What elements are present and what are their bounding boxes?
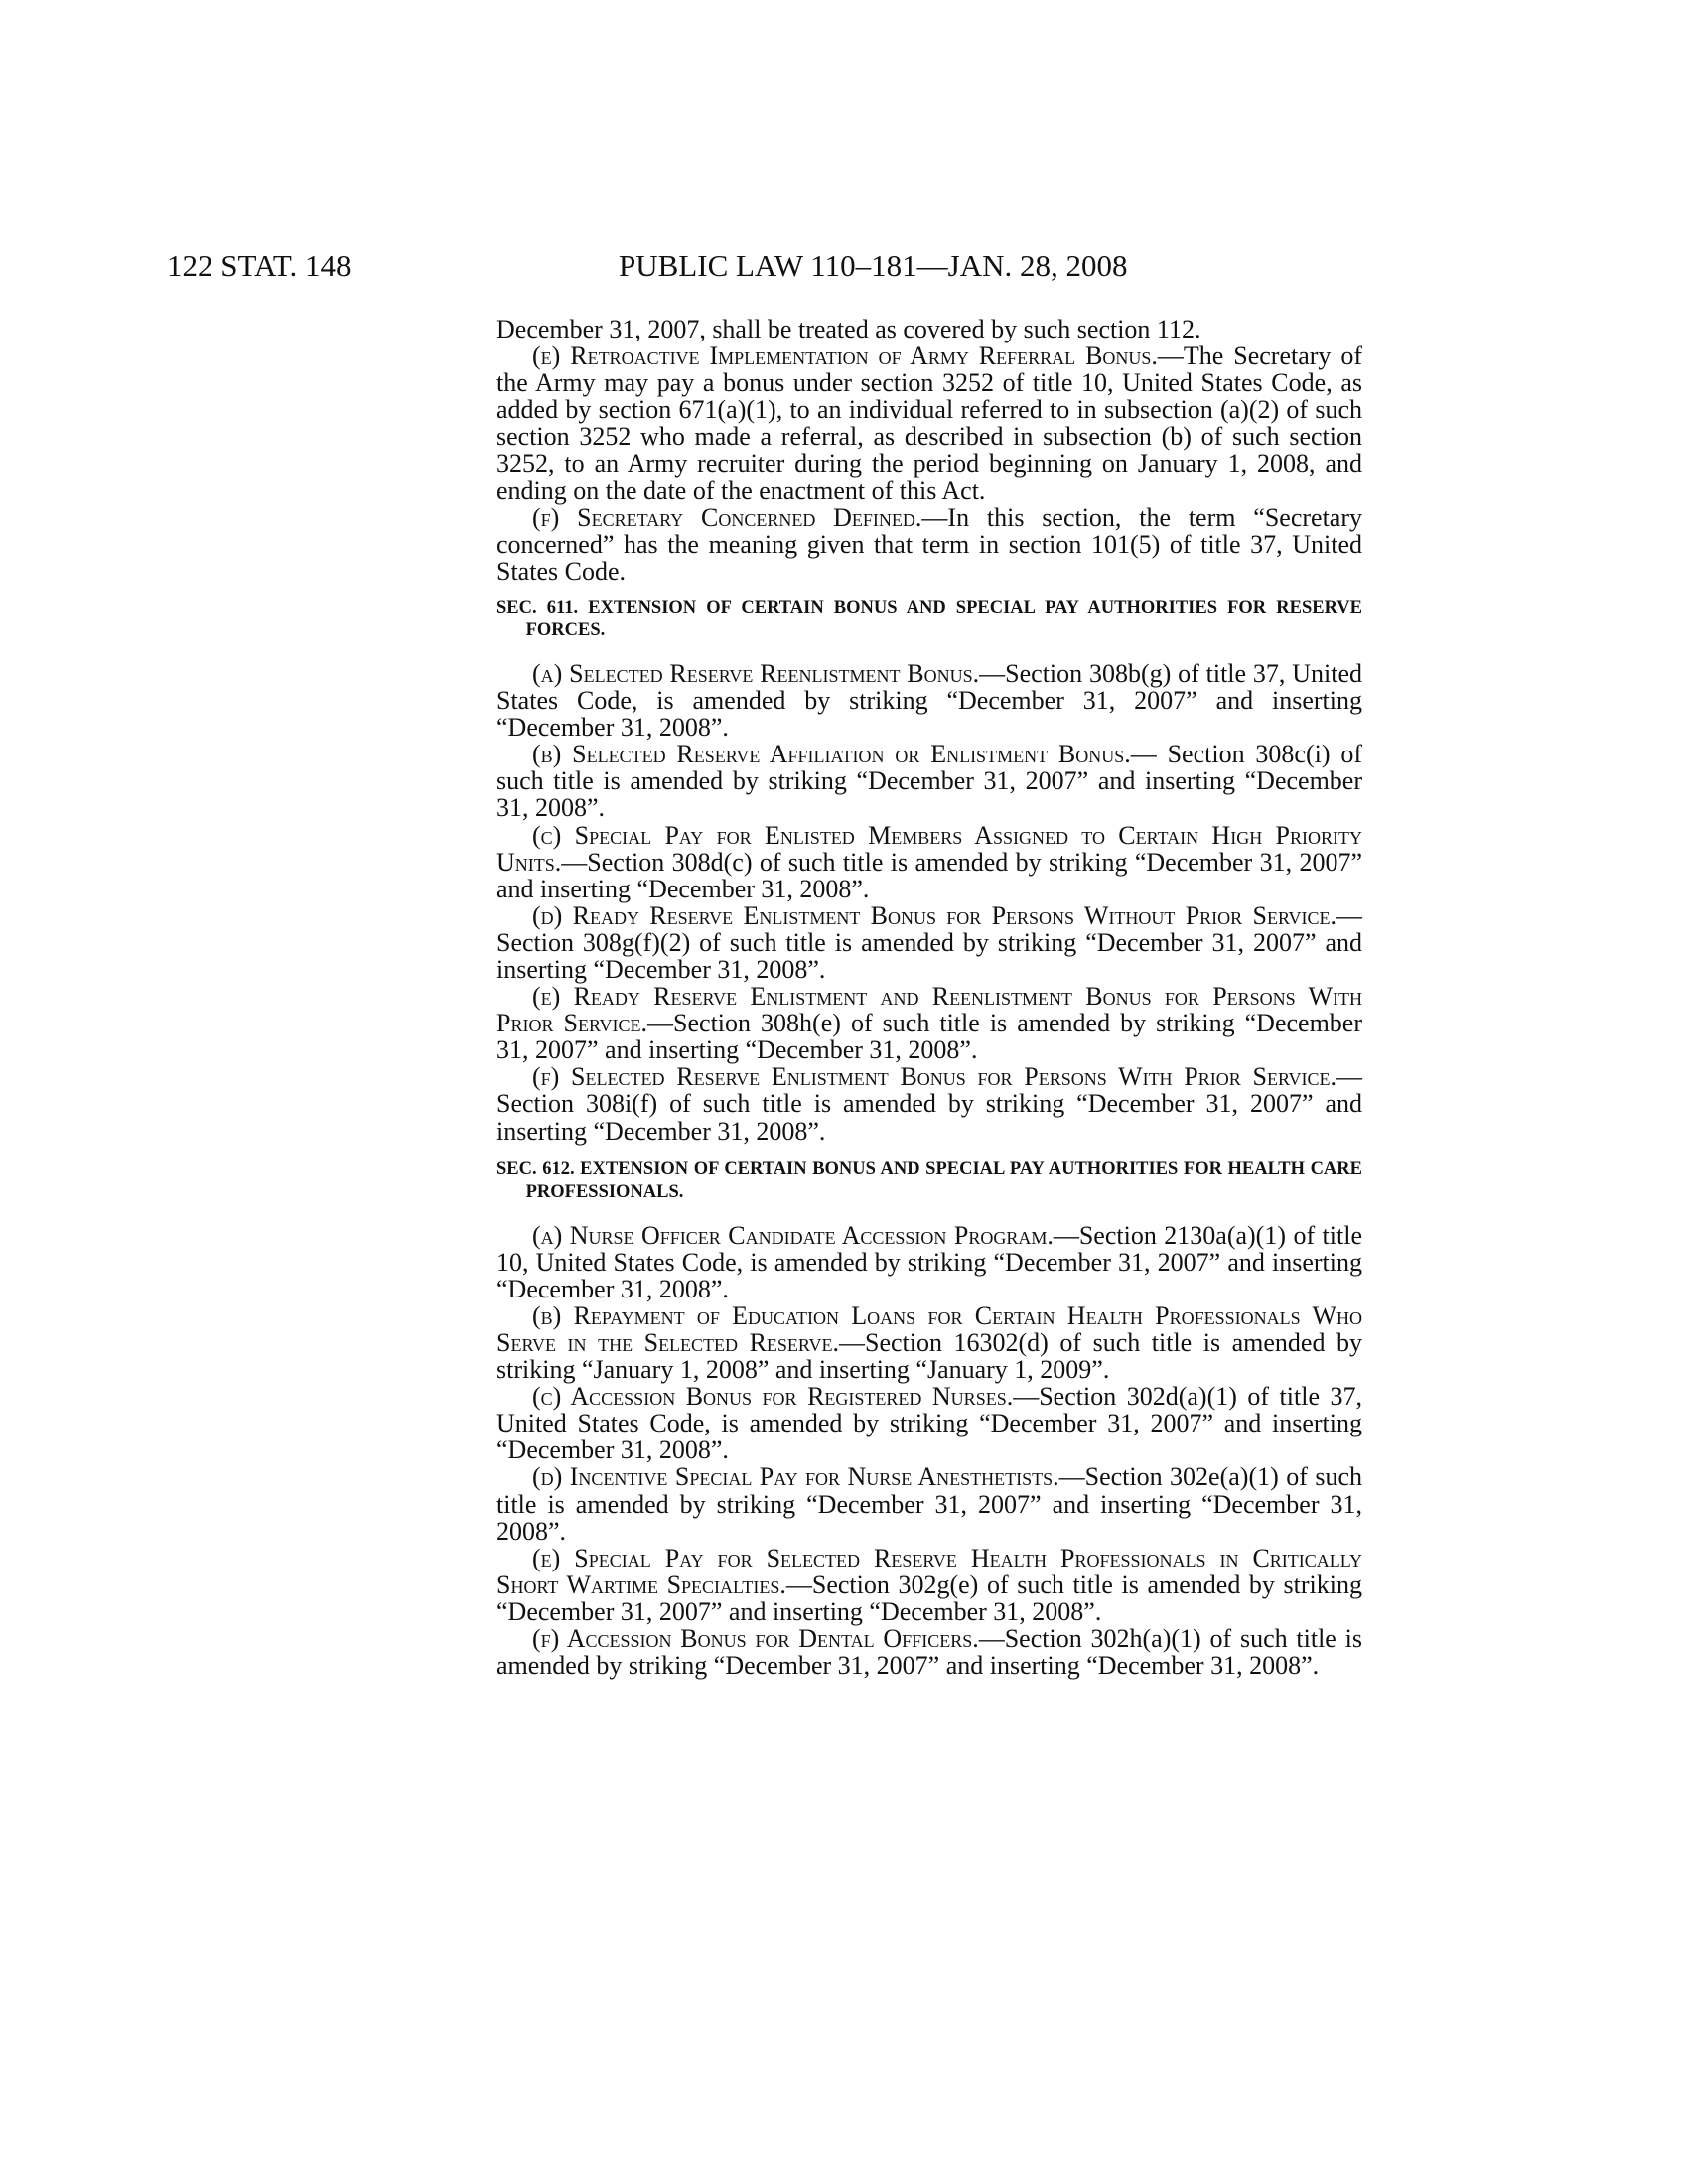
paragraph-text: —Section 302e(a)(1) of such title is amended by striking “December 31, 2007” and inserting “December 31, 2008”.: [496, 1462, 1362, 1546]
paragraph-text: —Section 2130a(a)(1) of title 10, United States Code, is amended by striking “December 31, 2007” and inserting “December 31, 2008”.: [496, 1220, 1362, 1303]
sec612-item-b: [496, 1302, 1362, 1383]
paragraph-f-secretary-concerned: [496, 504, 1362, 585]
paragraph-heading: (f) Secretary Concerned Defined.: [532, 502, 922, 532]
paragraph-heading: (d) Incentive Special Pay for Nurse Anesthetists.: [532, 1462, 1059, 1492]
paragraph-heading: (c) Special Pay for Enlisted Members Assigned to Certain High Priority Units.: [496, 820, 1362, 877]
running-head: [167, 246, 1358, 286]
section-612-heading: [496, 1159, 1362, 1204]
paragraph-heading: (b) Repayment of Education Loans for Certain Health Professionals Who Serve in the Selected Reserve.: [496, 1300, 1362, 1357]
sec611-item-e: [496, 983, 1362, 1063]
sec611-item-d: [496, 902, 1362, 983]
sec612-item-c: [496, 1383, 1362, 1463]
sec612-item-e: [496, 1545, 1362, 1625]
section-number: SEC. 612.: [496, 1159, 575, 1179]
section-number: SEC. 611.: [496, 597, 579, 617]
paragraph-text: —Section 16302(d) of such title is amended by striking “January 1, 2008” and inserting “January 1, 2009”.: [496, 1328, 1362, 1385]
paragraph-heading: (d) Ready Reserve Enlistment Bonus for Persons Without Prior Service.: [532, 900, 1337, 930]
paragraph-heading: (a) Nurse Officer Candidate Accession Program.: [532, 1220, 1054, 1250]
paragraph-heading: (e) Special Pay for Selected Reserve Health Professionals in Critically Short Wartime Specialties.: [496, 1543, 1362, 1599]
sec612-item-f: [496, 1625, 1362, 1679]
paragraph-heading: (e) Retroactive Implementation of Army Referral Bonus.: [532, 341, 1158, 371]
paragraph-text: —In this section, the term “Secretary concerned” has the meaning given that term in section 101(5) of title 37, United States Code.: [496, 502, 1362, 586]
paragraph-text: — Section 308c(i) of such title is amended by striking “December 31, 2007” and inserting “December 31, 2008”.: [496, 740, 1362, 823]
paragraph-heading: (c) Accession Bonus for Registered Nurses.: [532, 1382, 1014, 1412]
sec611-item-b: [496, 741, 1362, 821]
sec612-item-d: [496, 1463, 1362, 1544]
paragraph-text: —Section 308b(g) of title 37, United States Code, is amended by striking “December 31, 2007” and inserting “December 31, 2008”.: [496, 658, 1362, 743]
paragraph-heading: (f) Accession Bonus for Dental Officers.: [532, 1624, 979, 1654]
paragraph-heading: (e) Ready Reserve Enlistment and Reenlistment Bonus for Persons With Prior Service.: [496, 982, 1362, 1038]
paragraph-text: —Section 308i(f) of such title is amended by striking “December 31, 2007” and inserting “December 31, 2008”.: [496, 1062, 1362, 1146]
continued-paragraph: [496, 316, 1362, 342]
paragraph-heading: (b) Selected Reserve Affiliation or Enlistment Bonus.: [532, 740, 1131, 769]
section-611-heading: [496, 597, 1362, 642]
statute-page-number: 122 STAT. 148: [167, 248, 352, 283]
paragraph-text: —Section 308d(c) of such title is amended by striking “December 31, 2007” and inserting “December 31, 2008”.: [496, 847, 1362, 903]
paragraph-heading: (a) Selected Reserve Reenlistment Bonus.: [532, 658, 980, 688]
body-text-column: [496, 316, 1362, 1679]
paragraph-text: —Section 308h(e) of such title is amended by striking “December 31, 2007” and inserting “December 31, 2008”.: [496, 1009, 1362, 1065]
public-law-header: PUBLIC LAW 110–181—JAN. 28, 2008: [619, 248, 1128, 283]
sec611-item-a: [496, 660, 1362, 741]
sec611-item-c: [496, 822, 1362, 902]
paragraph-text: —Section 302h(a)(1) of such title is amended by striking “December 31, 2007” and inserting “December 31, 2008”.: [496, 1624, 1362, 1681]
section-title: EXTENSION OF CERTAIN BONUS AND SPECIAL PAY AUTHORITIES FOR RESERVE FORCES.: [525, 597, 1362, 640]
continued-text: December 31, 2007, shall be treated as covered by such section 112.: [496, 315, 1201, 343]
section-title: EXTENSION OF CERTAIN BONUS AND SPECIAL PAY AUTHORITIES FOR HEALTH CARE PROFESSIONALS.: [525, 1159, 1362, 1202]
sec611-item-f: [496, 1063, 1362, 1144]
paragraph-text: —Section 302g(e) of such title is amended by striking “December 31, 2007” and inserting “December 31, 2008”.: [496, 1570, 1362, 1626]
paragraph-text: —The Secretary of the Army may pay a bonus under section 3252 of title 10, United States Code, as added by section 671(a)(1), to an individual referred to in subsection (a)(2) of such section 3252 who made a referral, as described in subsection (b) of such section 3252, to an Army recruiter during the period beginning on January 1, 2008, and ending on the date of the enactment of this Act.: [496, 341, 1362, 505]
paragraph-e-retroactive-implementation: [496, 342, 1362, 504]
paragraph-heading: (f) Selected Reserve Enlistment Bonus for Persons With Prior Service.: [532, 1062, 1336, 1092]
paragraph-text: —Section 302d(a)(1) of title 37, United States Code, is amended by striking “December 31, 2007” and inserting “December 31, 2008”.: [496, 1382, 1362, 1465]
paragraph-text: —Section 308g(f)(2) of such title is amended by striking “December 31, 2007” and inserting “December 31, 2008”.: [496, 900, 1363, 984]
sec612-item-a: [496, 1222, 1362, 1302]
